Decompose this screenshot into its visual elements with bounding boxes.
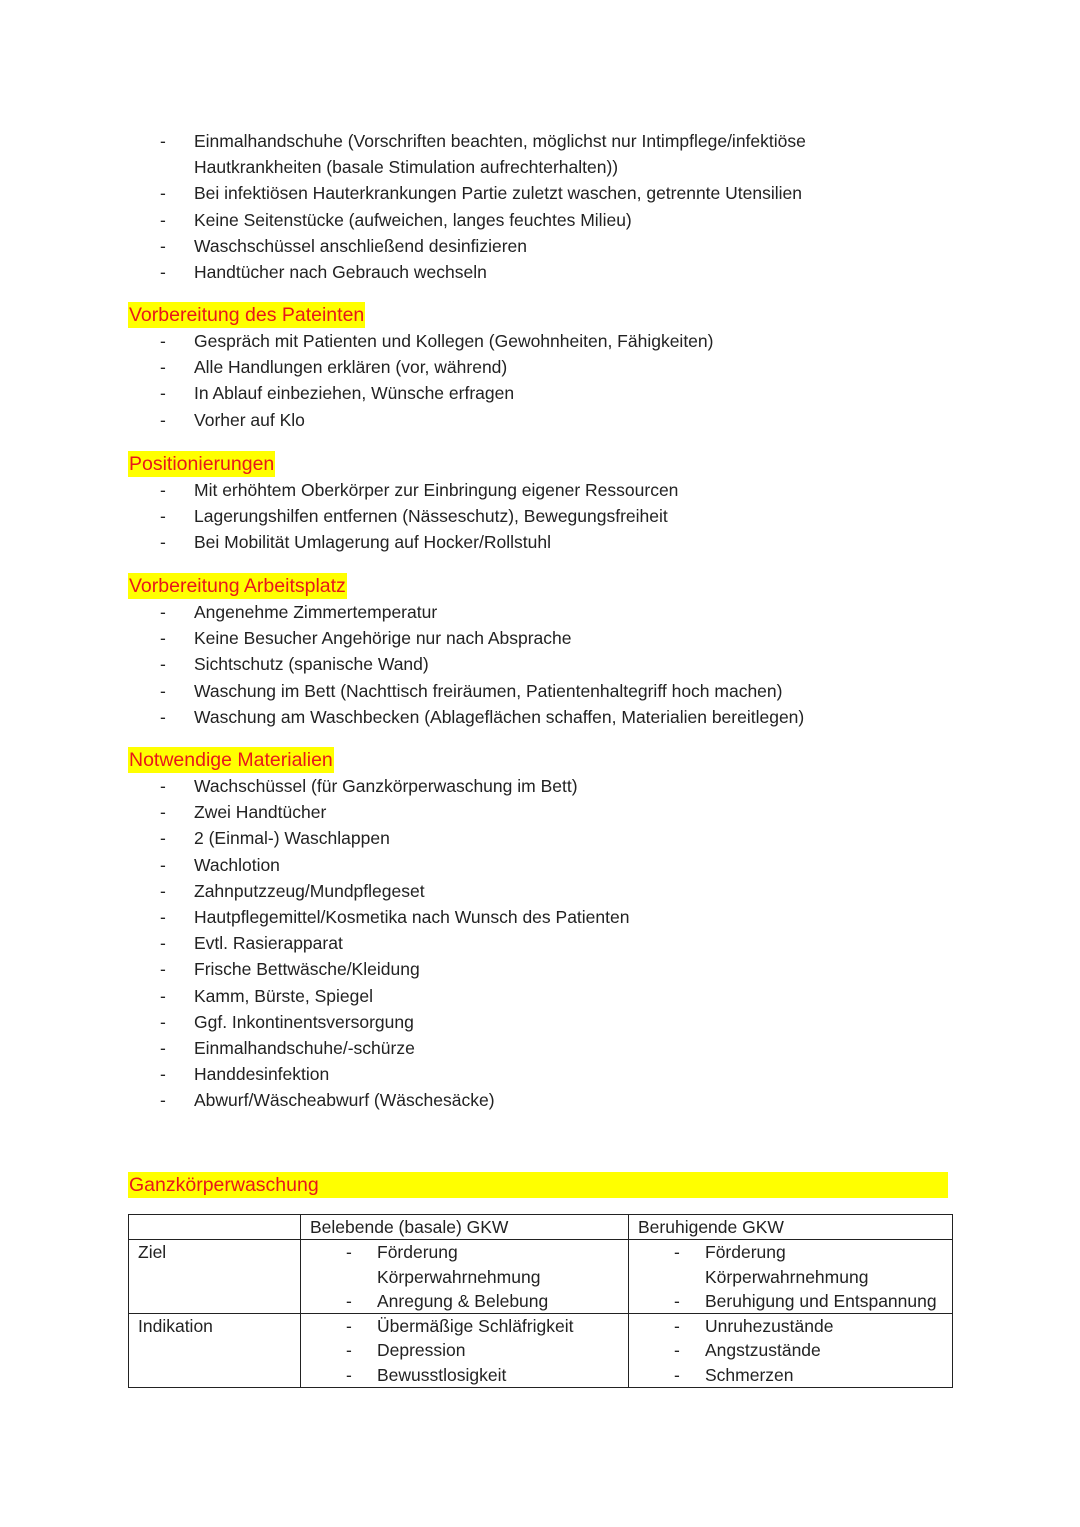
list-item: [0, 207, 1080, 233]
list-item-text: In Ablauf einbeziehen, Wünsche erfragen: [194, 383, 515, 404]
cell-list-item: [310, 1363, 628, 1387]
section-list: [0, 773, 1080, 1114]
cell-list-item-text: Angstzustände: [705, 1340, 821, 1361]
cell-list-item: [638, 1363, 952, 1387]
list-item: [0, 259, 1080, 285]
list-item: [0, 956, 1080, 982]
section-positioning: [0, 451, 1080, 556]
list-item-text: Kamm, Bürste, Spiegel: [194, 985, 373, 1006]
list-item: [0, 380, 1080, 406]
cell-list-item: [310, 1240, 628, 1289]
list-item: [0, 799, 1080, 825]
list-item: [0, 407, 1080, 433]
list-item-text: Abwurf/Wäscheabwurf (Wäschesäcke): [194, 1090, 495, 1111]
list-item: [0, 1009, 1080, 1035]
list-item: [0, 1087, 1080, 1113]
table-header-cell: Beruhigende GKW: [629, 1215, 953, 1240]
cell-list-item: [638, 1240, 952, 1289]
list-item-text: Alle Handlungen erklären (vor, während): [194, 357, 508, 378]
cell-list-item: [310, 1289, 628, 1313]
cell-list-item-text: Depression: [377, 1340, 466, 1361]
list-item-text: Evtl. Rasierapparat: [194, 933, 343, 954]
table-cell: [629, 1240, 953, 1314]
list-item-text: Wachschüssel (für Ganzkörperwaschung im Bett): [194, 776, 578, 796]
cell-list-item-text: Bewusstlosigkeit: [377, 1364, 507, 1385]
cell-list-item-text-continued: Körperwahrnehmung: [377, 1266, 541, 1287]
table-cell: [629, 1314, 953, 1388]
section-heading: Positionierungen: [129, 453, 275, 475]
list-item: [0, 678, 1080, 704]
section-list: [0, 477, 1080, 556]
list-item-text: Sichtschutz (spanische Wand): [194, 654, 429, 675]
list-item: [0, 128, 1080, 180]
list-item: [0, 503, 1080, 529]
section-gkw: [0, 1172, 1080, 1198]
table-header-cell: Belebende (basale) GKW: [301, 1215, 629, 1240]
table-header-row: [129, 1215, 953, 1240]
cell-list-item-text: Übermäßige Schläfrigkeit: [377, 1316, 574, 1337]
cell-list-item: [638, 1289, 952, 1313]
table-header-empty: [129, 1215, 301, 1240]
list-item-text: Handdesinfektion: [194, 1064, 330, 1085]
list-item-text: Angenehme Zimmertemperatur: [194, 602, 438, 622]
list-item: [0, 825, 1080, 851]
table-row-label: Indikation: [129, 1314, 301, 1388]
list-item-text: Bei infektiösen Hauterkrankungen Partie zuletzt waschen, getrennte Utensilien: [194, 183, 802, 204]
list-item-text: Lagerungshilfen entfernen (Nässeschutz), Bewegungsfreiheit: [194, 506, 668, 527]
list-item: [0, 477, 1080, 503]
cell-list-item: [638, 1314, 952, 1338]
list-item: [0, 904, 1080, 930]
list-item: [0, 233, 1080, 259]
section-heading: Vorbereitung des Pateinten: [129, 304, 365, 326]
list-item: [0, 180, 1080, 206]
section-heading: Ganzkörperwaschung: [128, 1172, 948, 1198]
section-workplace-preparation: [0, 573, 1080, 730]
list-item-text: Zahnputzzeug/Mundpflegeset: [194, 880, 425, 901]
table-cell: [301, 1314, 629, 1388]
cell-list: [310, 1314, 628, 1387]
section-patient-preparation: [0, 302, 1080, 433]
cell-list-item-text: Förderung: [705, 1242, 786, 1263]
list-item-text: Frische Bettwäsche/Kleidung: [194, 959, 420, 980]
list-item-text: Ggf. Inkontinentsversorgung: [194, 1011, 414, 1032]
list-item: [0, 704, 1080, 730]
cell-list-item: [310, 1314, 628, 1338]
table-row: [129, 1314, 953, 1388]
cell-list: [638, 1240, 952, 1313]
list-item: [0, 852, 1080, 878]
cell-list-item-text: Schmerzen: [705, 1364, 794, 1385]
table-row-label: Ziel: [129, 1240, 301, 1314]
cell-list-item: [310, 1338, 628, 1362]
list-item: [0, 651, 1080, 677]
section-list: [0, 328, 1080, 433]
cell-list-item-text: Unruhezustände: [705, 1316, 834, 1337]
list-item-text: Keine Besucher Angehörige nur nach Absprache: [194, 628, 572, 649]
list-item-text: Bei Mobilität Umlagerung auf Hocker/Rollstuhl: [194, 532, 551, 553]
list-item: [0, 983, 1080, 1009]
cell-list-item-text: Anregung & Belebung: [377, 1290, 549, 1311]
section-heading: Vorbereitung Arbeitsplatz: [129, 575, 346, 597]
list-item: [0, 354, 1080, 380]
section-materials: [0, 747, 1080, 1114]
list-item-text: 2 (Einmal-) Waschlappen: [194, 828, 390, 849]
list-item-text: Hautpflegemittel/Kosmetika nach Wunsch des Patienten: [194, 907, 630, 928]
list-item: [0, 328, 1080, 354]
cell-list-item: [638, 1338, 952, 1362]
list-item-text: Mit erhöhtem Oberkörper zur Einbringung eigener Ressourcen: [194, 480, 679, 500]
list-item-text: Waschschüssel anschließend desinfizieren: [194, 235, 527, 256]
list-item: [0, 529, 1080, 555]
intro-section: [0, 128, 1080, 285]
table-cell: [301, 1240, 629, 1314]
list-item: [0, 878, 1080, 904]
list-item-text: Wachlotion: [194, 854, 280, 875]
list-item: [0, 930, 1080, 956]
table-row: [129, 1240, 953, 1314]
list-item-text: Zwei Handtücher: [194, 802, 327, 823]
cell-list-item-text-continued: Körperwahrnehmung: [705, 1266, 869, 1287]
cell-list: [310, 1240, 628, 1313]
list-item-text: Einmalhandschuhe/-schürze: [194, 1038, 415, 1059]
cell-list-item-text: Förderung: [377, 1242, 458, 1263]
gkw-comparison-table: [128, 1214, 953, 1388]
list-item-text: Keine Seitenstücke (aufweichen, langes feuchtes Milieu): [194, 209, 632, 230]
list-item: [0, 625, 1080, 651]
list-item: [0, 773, 1080, 799]
list-item-text: Waschung im Bett (Nachttisch freiräumen, Patientenhaltegriff hoch machen): [194, 680, 783, 701]
list-item-text: Waschung am Waschbecken (Ablageflächen schaffen, Materialien bereitlegen): [194, 706, 805, 727]
intro-list: [0, 128, 1080, 285]
cell-list: [638, 1314, 952, 1387]
list-item: [0, 599, 1080, 625]
cell-list-item-text: Beruhigung und Entspannung: [705, 1290, 937, 1311]
section-list: [0, 599, 1080, 730]
list-item-text: Gespräch mit Patienten und Kollegen (Gewohnheiten, Fähigkeiten): [194, 331, 714, 351]
list-item: [0, 1035, 1080, 1061]
list-item-text: - Einmalhandschuhe (Vorschriften beachten, möglichst nur Intimpflege/infektiöse: [194, 131, 806, 151]
section-heading: Notwendige Materialien: [129, 749, 333, 771]
list-item-text: Handtücher nach Gebrauch wechseln: [194, 262, 487, 283]
list-item-text-continued: Hautkrankheiten (basale Stimulation aufrechterhalten)): [194, 157, 619, 178]
list-item-text: Vorher auf Klo: [194, 409, 305, 430]
list-item: [0, 1061, 1080, 1087]
